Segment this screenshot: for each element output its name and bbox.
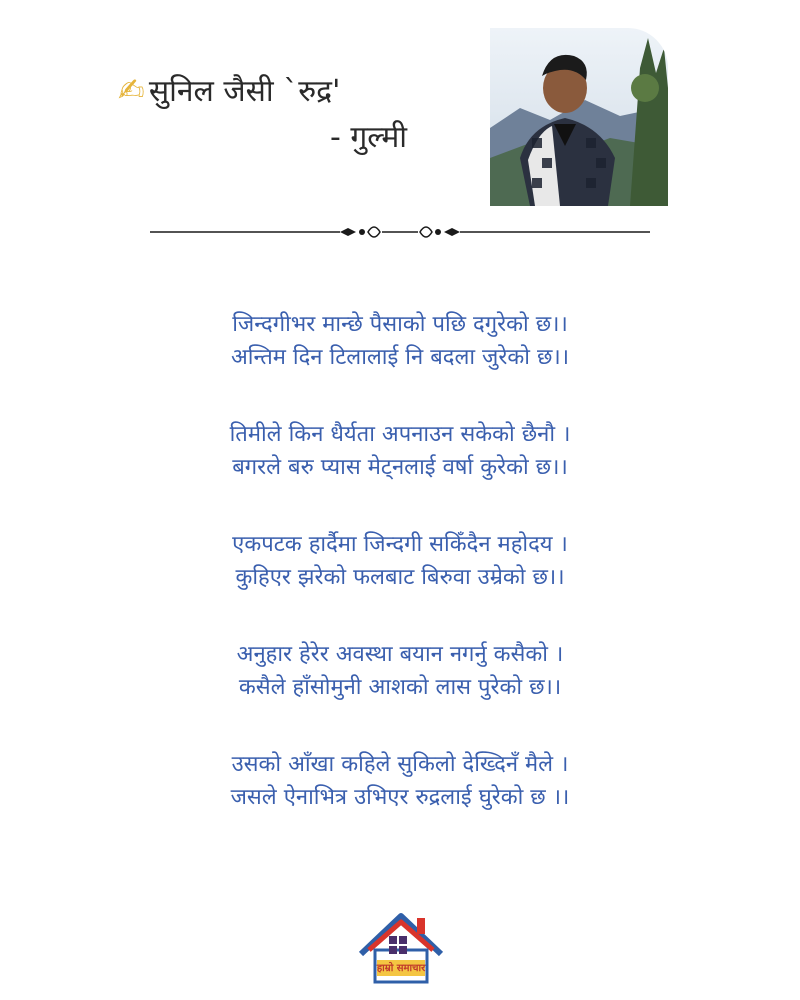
poem-line: एकपटक हार्दैमा जिन्दगी सकिँदैन महोदय । <box>232 532 568 557</box>
poem-stanza <box>100 528 700 594</box>
poem-line: जिन्दगीभर मान्छे पैसाको पछि दगुरेको छ।। <box>232 312 568 337</box>
author-place: - गुल्मी <box>330 120 408 155</box>
house-logo-icon <box>355 910 447 986</box>
author-portrait <box>490 28 668 206</box>
poem-line: बगरले बरु प्यास मेट्नलाई वर्षा कुरेको छ।। <box>232 455 568 480</box>
poem-line: कसैले हाँसोमुनी आशको लास पुरेको छ।। <box>238 675 562 700</box>
poem-line: उसको आँखा कहिले सुकिलो देख्दिनँ मैले । <box>231 752 569 777</box>
poem-stanza <box>100 418 700 484</box>
poem-body <box>100 308 700 858</box>
poem-stanza <box>100 638 700 704</box>
poem-stanza <box>100 748 700 814</box>
publisher-logo <box>355 910 447 986</box>
poem-stanza <box>100 308 700 374</box>
poem-line: अनुहार हेरेर अवस्था बयान नगर्नु कसैको । <box>236 642 564 667</box>
poem-line: तिमीले किन धैर्यता अपनाउन सकेको छैनौ । <box>229 422 571 447</box>
logo-text: हाम्रो समाचार <box>376 963 426 974</box>
writing-hand-icon: ✍ <box>118 71 145 109</box>
poem-line: कुहिएर झरेको फलबाट बिरुवा उम्रेको छ।। <box>235 565 565 590</box>
poem-line: जसले ऐनाभित्र उभिएर रुद्रलाई घुरेको छ ।। <box>230 785 570 810</box>
author-name: सुनिल जैसी `रुद्र' <box>148 74 341 109</box>
poem-header <box>0 0 800 260</box>
poem-line: अन्तिम दिन टिलालाई नि बदला जुरेको छ।। <box>230 345 570 370</box>
ornamental-divider <box>150 220 650 244</box>
author-name-line <box>118 70 340 112</box>
